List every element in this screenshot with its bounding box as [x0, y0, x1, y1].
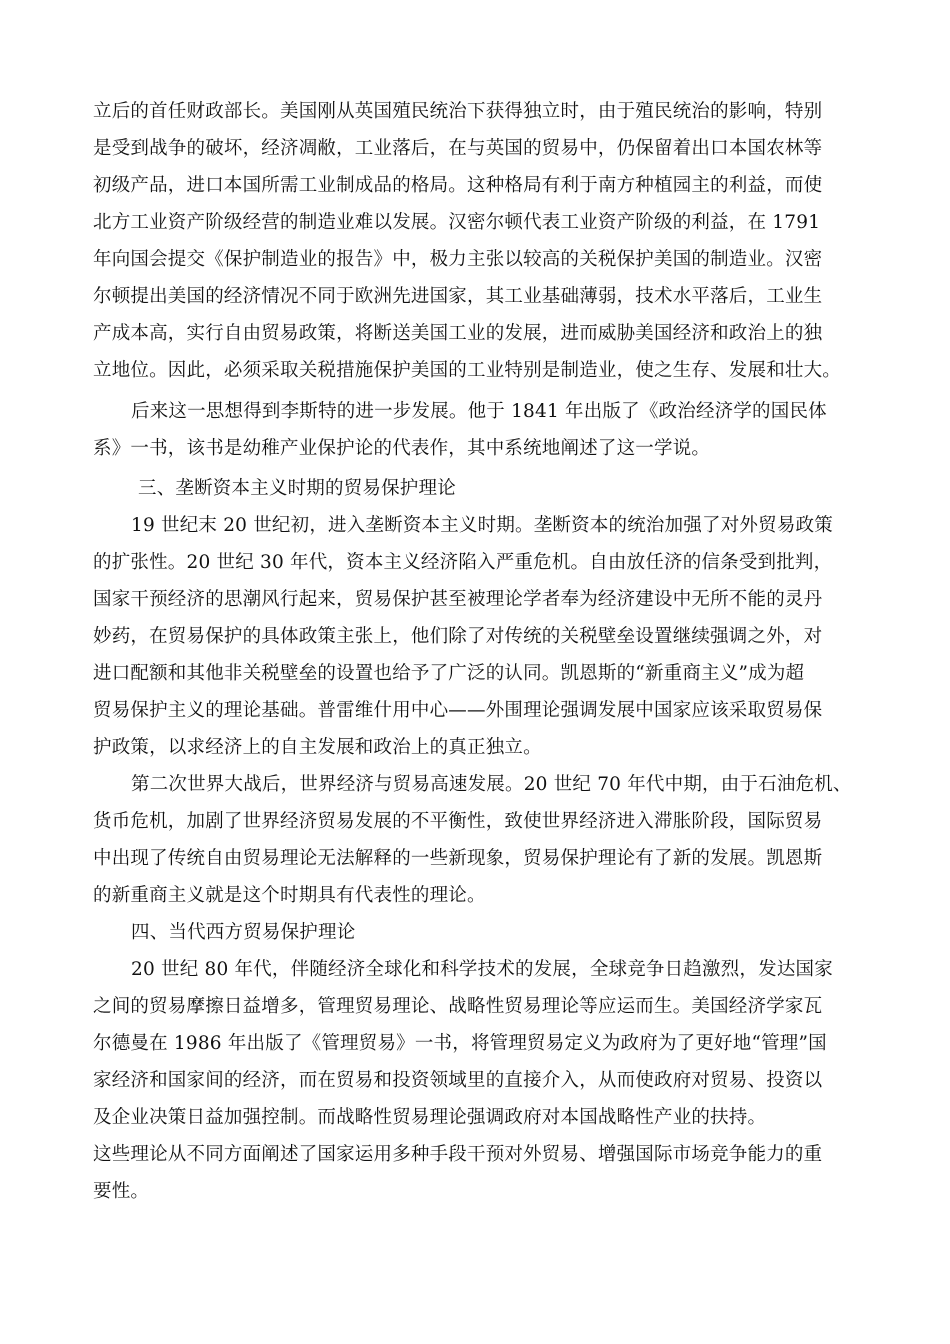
text-line: 是受到战争的破坏，经济凋敝，工业落后，在与英国的贸易中，仍保留着出口本国农林等 — [93, 138, 823, 159]
paragraph-first-line: 后来这一思想得到李斯特的进一步发展。他于 1841 年出版了《政治经济学的国民体 — [131, 401, 827, 422]
text-line: 家经济和国家间的经济，而在贸易和投资领域里的直接介入，从而使政府对贸易、投资以 — [93, 1070, 823, 1091]
paragraph-first-line: 第二次世界大战后，世界经济与贸易高速发展。20 世纪 70 年代中期，由于石油危机、 — [131, 774, 852, 795]
text-line: 妙药，在贸易保护的具体政策主张上，他们除了对传统的关税壁垒设置继续强调之外，对 — [93, 626, 823, 647]
paragraph-first-line: 20 世纪 80 年代，伴随经济全球化和科学技术的发展，全球竞争日趋激烈，发达国家 — [131, 959, 833, 980]
text-line: 中出现了传统自由贸易理论无法解释的一些新现象，贸易保护理论有了新的发展。凯恩斯 — [93, 848, 823, 869]
text-line: 的新重商主义就是这个时期具有代表性的理论。 — [93, 885, 486, 906]
paragraph-first-line: 19 世纪末 20 世纪初，进入垄断资本主义时期。垄断资本的统治加强了对外贸易政策 — [131, 515, 833, 536]
text-line: 立地位。因此，必须采取关税措施保护美国的工业特别是制造业，使之生存、发展和壮大。 — [93, 360, 842, 381]
text-line: 产成本高，实行自由贸易政策，将断送美国工业的发展，进而威胁美国经济和政治上的独 — [93, 323, 823, 344]
text-line: 之间的贸易摩擦日益增多，管理贸易理论、战略性贸易理论等应运而生。美国经济学家瓦 — [93, 996, 823, 1017]
text-line: 进口配额和其他非关税壁垒的设置也给予了广泛的认同。凯恩斯的“新重商主义”成为超 — [93, 663, 805, 684]
text-line: 贸易保护主义的理论基础。普雷维什用中心——外围理论强调发展中国家应该采取贸易保 — [93, 700, 823, 721]
section-heading: 三、垄断资本主义时期的贸易保护理论 — [138, 478, 456, 499]
text-line: 尔顿提出美国的经济情况不同于欧洲先进国家，其工业基础薄弱，技术水平落后，工业生 — [93, 286, 823, 307]
text-line: 货币危机，加剧了世界经济贸易发展的不平衡性，致使世界经济进入滞胀阶段，国际贸易 — [93, 811, 823, 832]
text-line: 国家干预经济的思潮风行起来，贸易保护甚至被理论学者奉为经济建设中无所不能的灵丹 — [93, 589, 823, 610]
text-line: 这些理论从不同方面阐述了国家运用多种手段干预对外贸易、增强国际市场竞争能力的重 — [93, 1144, 823, 1165]
text-line: 尔德曼在 1986 年出版了《管理贸易》一书，将管理贸易定义为政府为了更好地“管理”国 — [93, 1033, 827, 1054]
text-line: 初级产品，进口本国所需工业制成品的格局。这种格局有利于南方种植园主的利益，而使 — [93, 175, 823, 196]
text-line: 北方工业资产阶级经营的制造业难以发展。汉密尔顿代表工业资产阶级的利益，在 1791 — [93, 212, 821, 233]
text-line: 的扩张性。20 世纪 30 年代，资本主义经济陷入严重危机。自由放任济的信条受到批判， — [93, 552, 833, 573]
text-line: 护政策，以求经济上的自主发展和政治上的真正独立。 — [93, 737, 542, 758]
text-line: 立后的首任财政部长。美国刚从英国殖民统治下获得独立时，由于殖民统治的影响，特别 — [93, 101, 823, 122]
text-line: 系》一书，该书是幼稚产业保护论的代表作，其中系统地阐述了这一学说。 — [93, 438, 711, 459]
text-line: 年向国会提交《保护制造业的报告》中，极力主张以较高的关税保护美国的制造业。汉密 — [93, 249, 823, 270]
text-line: 及企业决策日益加强控制。而战略性贸易理论强调政府对本国战略性产业的扶持。 — [93, 1107, 767, 1128]
text-line: 要性。 — [93, 1181, 150, 1202]
section-heading: 四、当代西方贸易保护理论 — [131, 922, 356, 943]
